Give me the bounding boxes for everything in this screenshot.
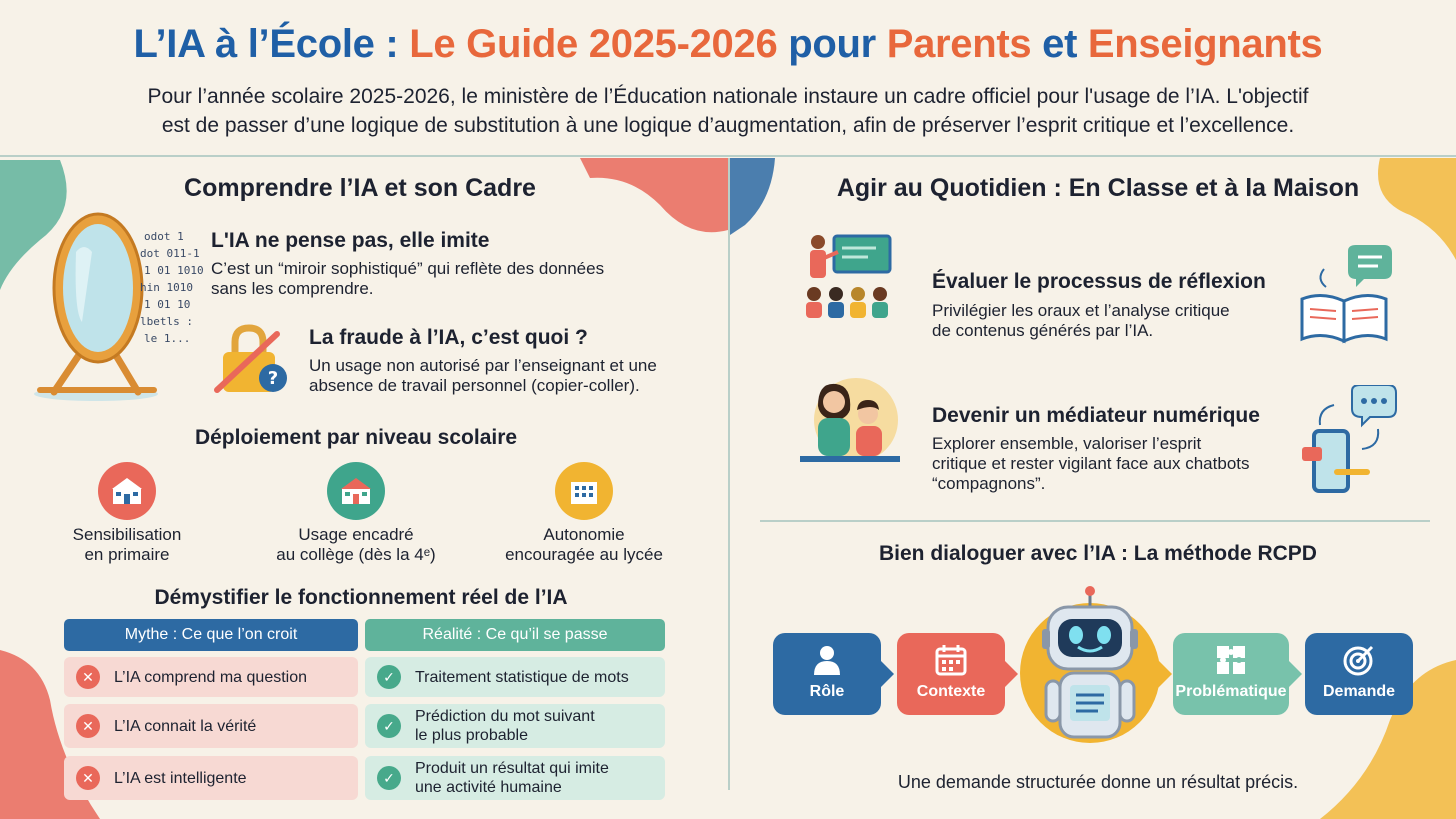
cross-icon: ✕	[76, 714, 100, 738]
check-icon: ✓	[377, 665, 401, 689]
rcpd-title: Bien dialoguer avec l’IA : La méthode RCPD	[879, 542, 1317, 565]
divider-horizontal	[0, 155, 1456, 157]
person-icon	[810, 643, 844, 677]
check-icon: ✓	[377, 714, 401, 738]
arrow-right-icon	[1004, 660, 1018, 688]
mirror-icon	[26, 212, 206, 402]
rcpd-step-role	[773, 633, 881, 715]
rcpd-step-contexte	[897, 633, 1005, 715]
text-line: Produit un résultat qui imite	[415, 760, 609, 777]
right-section-title: Agir au Quotidien : En Classe et à la Maison	[836, 174, 1360, 202]
text-line: au collège (dès la 4ᵉ)	[276, 545, 436, 564]
title-part: L’IA à l’École :	[133, 22, 410, 66]
right-item1-title: Évaluer le processus de réflexion	[932, 270, 1266, 293]
check-icon: ✓	[377, 766, 401, 790]
mirror-code-text: lbetls :	[140, 315, 193, 328]
rcpd-label: Rôle	[809, 683, 845, 700]
divider-vertical	[728, 158, 730, 790]
left-item2-title: La fraude à l’IA, c’est quoi ?	[309, 326, 588, 349]
cell-text: L’IA comprend ma question	[114, 668, 308, 686]
text-line: Traitement statistique de mots	[415, 668, 629, 686]
text-line: absence de travail personnel (copier-coller).	[309, 376, 640, 395]
cross-icon: ✕	[76, 766, 100, 790]
divider-right	[760, 520, 1430, 522]
mirror-code-text: le 1...	[144, 332, 191, 345]
level-label-college	[256, 525, 456, 565]
text-line: Usage encadré	[298, 525, 414, 544]
text-line: Un usage non autorisé par l’enseignant et une	[309, 356, 657, 375]
title-part: Enseignants	[1087, 22, 1323, 66]
myth-cell	[64, 657, 358, 697]
table-title: Démystifier le fonctionnement réel de l’IA	[154, 586, 568, 609]
title-part: Le Guide 2025-2026	[409, 22, 778, 66]
levels-title: Déploiement par niveau scolaire	[194, 426, 518, 449]
page-title	[0, 22, 1456, 67]
mirror-code-text: 1 01 1010	[144, 264, 204, 277]
mirror-code-text: 1 01 10	[144, 298, 191, 311]
intro-text	[20, 82, 1436, 140]
rcpd-footer: Une demande structurée donne un résultat précis.	[897, 772, 1299, 792]
text-line: “compagnons”.	[932, 474, 1046, 493]
left-section-title: Comprendre l’IA et son Cadre	[184, 174, 536, 202]
rcpd-label: Problématique	[1175, 683, 1287, 700]
svg-text:?: ?	[267, 368, 279, 389]
text-line: Privilégier les oraux et l’analyse critique	[932, 301, 1230, 320]
reality-header: Réalité : Ce qu’il se passe	[365, 619, 665, 651]
myth-cell	[64, 704, 358, 748]
lock-question-icon	[213, 320, 293, 400]
target-icon	[1342, 643, 1376, 677]
cell-text	[415, 707, 595, 745]
reality-cell	[365, 756, 665, 800]
arrow-right-icon	[1158, 660, 1172, 688]
reality-cell	[365, 704, 665, 748]
robot-icon	[1018, 585, 1162, 745]
rcpd-label: Contexte	[916, 683, 986, 700]
title-part: Parents	[886, 22, 1032, 66]
cell-text: L’IA est intelligente	[114, 769, 247, 787]
school-icon	[98, 462, 156, 520]
level-label-lycee	[484, 525, 684, 565]
level-label-primaire	[27, 525, 227, 565]
left-item1-text	[211, 259, 604, 299]
arrow-right-icon	[880, 660, 894, 688]
reality-cell	[365, 657, 665, 697]
title-part: et	[1031, 22, 1088, 66]
text-line: Explorer ensemble, valoriser l’esprit	[932, 434, 1202, 453]
intro-line: Pour l’année scolaire 2025-2026, le ministère de l’Éducation nationale instaure un cadre officiel pour l'usage de l’IA. L'objectif	[147, 85, 1309, 108]
cross-icon: ✕	[76, 665, 100, 689]
parent-child-icon	[796, 376, 904, 468]
right-item2-text	[932, 434, 1250, 494]
lycee-icon	[555, 462, 613, 520]
mirror-code-text: dot 011-1	[140, 247, 200, 260]
arrow-right-icon	[1288, 660, 1302, 688]
text-line: encouragée au lycée	[505, 545, 663, 564]
book-chat-icon	[1298, 245, 1398, 345]
teacher-classroom-icon	[800, 230, 896, 322]
text-line: en primaire	[84, 545, 170, 564]
text-line: Autonomie	[543, 525, 625, 544]
myth-header: Mythe : Ce que l’on croit	[64, 619, 358, 651]
intro-line: est de passer d’une logique de substitution à une logique d’augmentation, afin de préserver l’esprit critique et l’excellence.	[161, 114, 1295, 137]
text-line: sans les comprendre.	[211, 279, 374, 298]
left-item2-text	[309, 356, 657, 396]
text-line: critique et rester vigilant face aux chatbots	[932, 454, 1250, 473]
cell-text	[415, 759, 609, 797]
tablet-chat-icon	[1300, 385, 1400, 495]
cell-text	[415, 668, 629, 687]
text-line: de contenus générés par l’IA.	[932, 321, 1154, 340]
left-item1-title: L'IA ne pense pas, elle imite	[211, 229, 490, 252]
title-part: pour	[777, 22, 887, 66]
text-line: Sensibilisation	[72, 525, 182, 544]
text-line: C’est un “miroir sophistiqué” qui reflète des données	[211, 259, 605, 278]
rcpd-label: Demande	[1322, 683, 1396, 700]
text-line: une activité humaine	[415, 779, 562, 796]
puzzle-icon	[1214, 643, 1248, 677]
rcpd-step-problematique	[1173, 633, 1289, 715]
mirror-code-text: hin 1010	[140, 281, 193, 294]
text-line: Prédiction du mot suivant	[415, 708, 595, 725]
college-icon	[327, 462, 385, 520]
rcpd-step-demande	[1305, 633, 1413, 715]
text-line: le plus probable	[415, 727, 528, 744]
myth-cell	[64, 756, 358, 800]
right-item2-title: Devenir un médiateur numérique	[932, 404, 1260, 427]
mirror-code-text: odot 1	[144, 230, 184, 243]
cell-text: L’IA connait la vérité	[114, 717, 257, 735]
right-item1-text	[932, 301, 1230, 341]
calendar-icon	[934, 643, 968, 677]
